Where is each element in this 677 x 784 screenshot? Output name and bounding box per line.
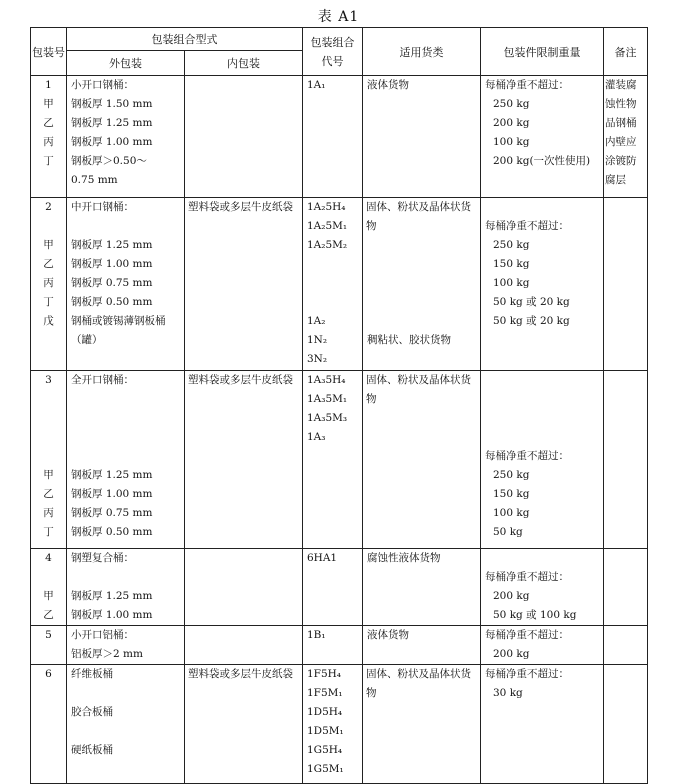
cell-outer: [67, 665, 185, 784]
outer-line: 硬纸板桶: [71, 744, 113, 756]
cell-code: [303, 198, 363, 371]
header-limit: 包装件限制重量: [481, 28, 604, 76]
code-line: [303, 255, 362, 274]
no-line: [31, 760, 66, 779]
code-line: 1D5M₁: [307, 725, 344, 737]
limit-line: 100 kg: [493, 136, 530, 148]
code-line: 1N₂: [307, 334, 328, 346]
cell-remark: [604, 371, 648, 549]
no-line: 丁: [43, 155, 54, 167]
limit-line: 每桶净重不超过：: [485, 79, 569, 91]
outer-line: 中开口钢桶：: [71, 201, 134, 213]
outer-line: 钢板厚 1.25 mm: [71, 117, 153, 129]
header-inner: 内包装: [185, 51, 303, 76]
no-line: 丁: [43, 296, 54, 308]
no-line: 丙: [43, 507, 54, 519]
table-row: [31, 371, 648, 549]
outer-line: （罐）: [71, 334, 103, 346]
cell-inner: [185, 371, 303, 549]
limit-line: 每桶净重不超过：: [485, 450, 569, 462]
header-combo: 包装组合型式: [67, 28, 303, 51]
limit-line: 每桶净重不超过：: [485, 629, 569, 641]
cell-limit: [481, 665, 604, 784]
outer-line: [67, 760, 184, 779]
no-line: 5: [45, 629, 52, 641]
outer-line: 钢板厚 1.00 mm: [71, 258, 153, 270]
header-code-text: 包装组合代号: [310, 35, 355, 68]
cell-remark: [604, 665, 648, 784]
table-row: [31, 665, 648, 784]
cell-remark: [604, 198, 648, 371]
no-line: [31, 722, 66, 741]
outer-line: [67, 568, 184, 587]
no-line: 乙: [43, 258, 54, 270]
no-line: 甲: [43, 590, 54, 602]
header-outer: 外包装: [67, 51, 185, 76]
cell-goods: [363, 76, 481, 198]
code-line: 1A₃5M₁: [307, 393, 348, 405]
code-line: 1F5H₄: [307, 668, 342, 680]
no-line: [31, 171, 66, 190]
cell-no: [31, 76, 67, 198]
limit-line: 100 kg: [493, 277, 530, 289]
code-line: 1B₁: [307, 629, 326, 641]
no-line: 丁: [43, 526, 54, 538]
no-line: 3: [45, 374, 52, 386]
outer-line: 铝板厚＞2 mm: [71, 648, 143, 660]
cell-remark: [604, 626, 648, 665]
code-line: 1G5H₄: [307, 744, 343, 756]
limit-line: 200 kg: [493, 590, 530, 602]
no-line: [31, 703, 66, 722]
outer-line: 纤维板桶: [71, 668, 113, 680]
limit-line: 200 kg: [493, 648, 530, 660]
outer-line: 钢板厚 1.25 mm: [71, 590, 153, 602]
cell-limit: [481, 549, 604, 626]
code-line: 1F5M₁: [307, 687, 343, 699]
goods-line: 稠粘状、胶状货物: [367, 334, 451, 346]
goods-line: [363, 293, 480, 312]
cell-code: [303, 371, 363, 549]
outer-line: 钢板厚 0.75 mm: [71, 277, 153, 289]
limit-line: 每桶净重不超过：: [485, 220, 569, 232]
no-line: [31, 331, 66, 350]
outer-line: [67, 390, 184, 409]
code-line: 1A₂: [307, 315, 326, 327]
outer-line: [67, 447, 184, 466]
code-line: 1A₃5H₄: [307, 374, 346, 386]
outer-line: 钢板厚 1.25 mm: [71, 239, 153, 251]
cell-no: [31, 198, 67, 371]
outer-line: 钢板厚 0.50 mm: [71, 296, 153, 308]
no-line: [31, 568, 66, 587]
outer-line: 钢板厚 0.75 mm: [71, 507, 153, 519]
limit-line: 每桶净重不超过：: [485, 668, 569, 680]
cell-remark: [604, 549, 648, 626]
no-line: 6: [45, 668, 52, 680]
outer-line: [67, 409, 184, 428]
cell-inner: [185, 76, 303, 198]
limit-line: [481, 371, 603, 390]
goods-line: [363, 255, 480, 274]
no-line: 丙: [43, 136, 54, 148]
no-line: [31, 217, 66, 236]
outer-line: 小开口钢桶：: [71, 79, 134, 91]
limit-line: 50 kg 或 100 kg: [493, 609, 577, 621]
goods-line: [363, 236, 480, 255]
no-line: [31, 645, 66, 664]
table-title: 表 A1: [317, 9, 360, 25]
limit-line: [481, 549, 603, 568]
outer-line: 钢桶或镀锡薄钢板桶: [71, 315, 166, 327]
cell-no: [31, 371, 67, 549]
outer-line: 钢板厚 1.25 mm: [71, 469, 153, 481]
goods-line: 液体货物: [367, 79, 409, 91]
limit-line: 50 kg 或 20 kg: [493, 315, 570, 327]
no-line: 甲: [43, 239, 54, 251]
no-line: [31, 428, 66, 447]
inner-line: 塑料袋或多层牛皮纸袋: [188, 374, 293, 386]
inner-line: 塑料袋或多层牛皮纸袋: [188, 668, 293, 680]
cell-goods: [363, 665, 481, 784]
cell-inner: [185, 198, 303, 371]
cell-code: [303, 665, 363, 784]
cell-limit: [481, 626, 604, 665]
header-remark: 备注: [604, 28, 648, 76]
outer-line: [67, 722, 184, 741]
cell-outer: [67, 371, 185, 549]
cell-no: [31, 665, 67, 784]
no-line: 甲: [43, 469, 54, 481]
limit-line: 250 kg: [493, 239, 530, 251]
table-row: [31, 549, 648, 626]
no-line: 乙: [43, 488, 54, 500]
limit-line: 100 kg: [493, 507, 530, 519]
outer-line: 胶合板桶: [71, 706, 113, 718]
cell-goods: [363, 198, 481, 371]
cell-remark: [604, 76, 648, 198]
limit-line: [481, 198, 603, 217]
outer-line: 钢板厚 0.50 mm: [71, 526, 153, 538]
no-line: 4: [45, 552, 52, 564]
cell-goods: [363, 549, 481, 626]
limit-line: 每桶净重不超过：: [485, 571, 569, 583]
cell-limit: [481, 198, 604, 371]
cell-inner: [185, 626, 303, 665]
cell-code: [303, 76, 363, 198]
code-line: 1A₁: [307, 79, 326, 91]
no-line: 1: [45, 79, 52, 91]
remark-text: 灌装腐蚀性物品钢桶内壁应涂镀防腐层: [605, 79, 637, 186]
cell-outer: [67, 198, 185, 371]
goods-line: [363, 312, 480, 331]
code-line: [303, 293, 362, 312]
limit-line: 30 kg: [493, 687, 523, 699]
cell-limit: [481, 76, 604, 198]
cell-goods: [363, 626, 481, 665]
cell-outer: [67, 626, 185, 665]
code-line: [303, 274, 362, 293]
no-line: [31, 350, 66, 369]
outer-line: 全开口钢桶：: [71, 374, 134, 386]
cell-outer: [67, 76, 185, 198]
code-line: 1A₂5M₂: [307, 239, 348, 251]
code-line: 1A₃: [307, 431, 326, 443]
table-row: [31, 76, 648, 198]
limit-line: 200 kg(一次性使用): [493, 155, 591, 167]
header-no: 包装号: [31, 28, 67, 76]
code-line: 1A₃5M₃: [307, 412, 348, 424]
limit-line: 150 kg: [493, 488, 530, 500]
no-line: [31, 409, 66, 428]
goods-line: 固体、粉状及晶体状货物: [366, 374, 471, 405]
code-line: 1A₂5M₁: [307, 220, 348, 232]
limit-line: [481, 409, 603, 428]
no-line: [31, 741, 66, 760]
limit-line: 50 kg 或 20 kg: [493, 296, 570, 308]
limit-line: 50 kg: [493, 526, 523, 538]
code-line: 1A₂5H₄: [307, 201, 346, 213]
limit-line: 150 kg: [493, 258, 530, 270]
cell-limit: [481, 371, 604, 549]
code-line: 1G5M₁: [307, 763, 344, 775]
goods-line: 固体、粉状及晶体状货物: [366, 201, 471, 232]
cell-inner: [185, 665, 303, 784]
cell-code: [303, 549, 363, 626]
no-line: [31, 390, 66, 409]
goods-line: 液体货物: [367, 629, 409, 641]
outer-line: 钢塑复合桶：: [71, 552, 134, 564]
cell-outer: [67, 549, 185, 626]
outer-line: [67, 684, 184, 703]
no-line: 2: [45, 201, 52, 213]
goods-line: 固体、粉状及晶体状货物: [366, 668, 471, 699]
table-row: [31, 198, 648, 371]
outer-line: 钢板厚 1.00 mm: [71, 136, 153, 148]
outer-line: [67, 428, 184, 447]
cell-inner: [185, 549, 303, 626]
no-line: 戊: [43, 315, 54, 327]
header-goods: 适用货类: [363, 28, 481, 76]
outer-line: 钢板厚 1.00 mm: [71, 488, 153, 500]
inner-line: 塑料袋或多层牛皮纸袋: [188, 201, 293, 213]
no-line: [31, 684, 66, 703]
outer-line: 0.75 mm: [71, 174, 118, 186]
no-line: 乙: [43, 117, 54, 129]
packaging-table: [30, 27, 648, 784]
no-line: 乙: [43, 609, 54, 621]
cell-no: [31, 549, 67, 626]
outer-line: 钢板厚 1.50 mm: [71, 98, 153, 110]
limit-line: 250 kg: [493, 469, 530, 481]
code-line: 1D5H₄: [307, 706, 343, 718]
no-line: [31, 447, 66, 466]
outer-line: 钢板厚＞0.50～: [71, 155, 147, 167]
outer-line: 小开口铝桶：: [71, 629, 134, 641]
no-line: 丙: [43, 277, 54, 289]
code-line: 6HA1: [307, 552, 338, 564]
limit-line: [481, 428, 603, 447]
code-line: 3N₂: [307, 353, 328, 365]
limit-line: [481, 390, 603, 409]
goods-line: 腐蚀性液体货物: [367, 552, 441, 564]
outer-line: 钢板厚 1.00 mm: [71, 609, 153, 621]
table-row: [31, 626, 648, 665]
cell-goods: [363, 371, 481, 549]
goods-line: [363, 274, 480, 293]
cell-no: [31, 626, 67, 665]
no-line: 甲: [43, 98, 54, 110]
limit-line: 250 kg: [493, 98, 530, 110]
limit-line: 200 kg: [493, 117, 530, 129]
outer-line: [67, 217, 184, 236]
cell-code: [303, 626, 363, 665]
header-code: [303, 28, 363, 76]
